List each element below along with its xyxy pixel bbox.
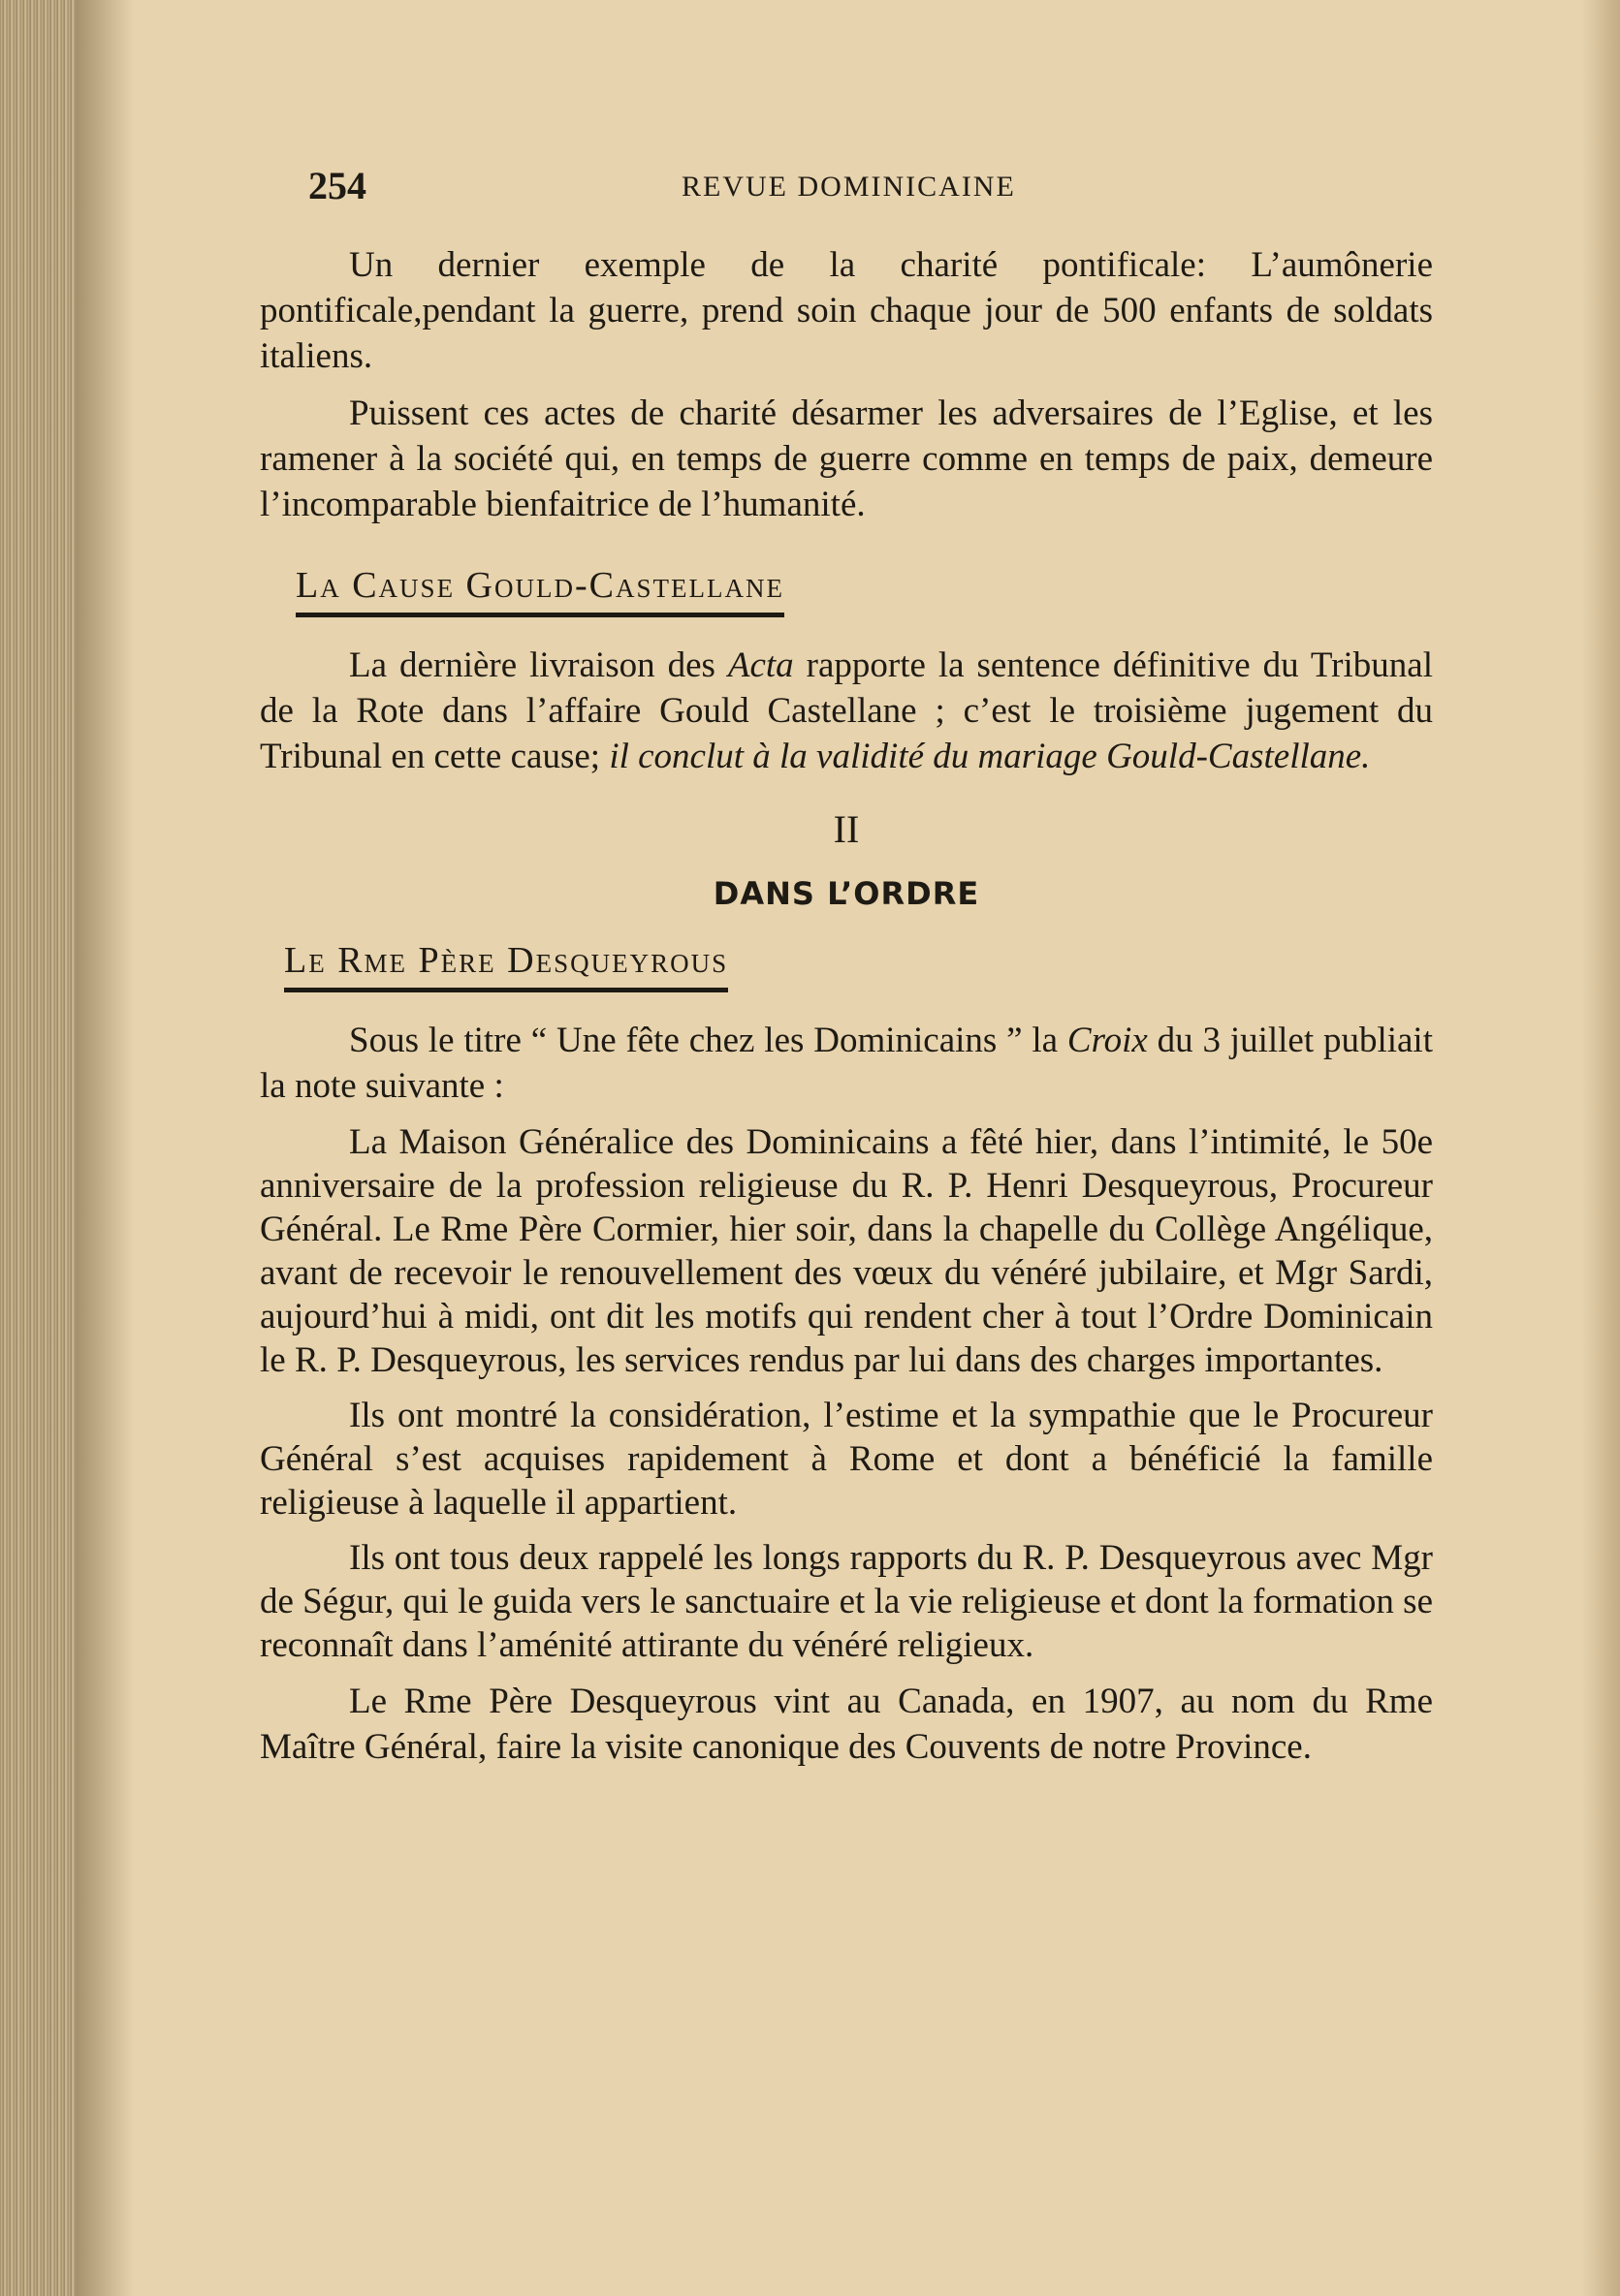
page-body	[260, 242, 1433, 1770]
quote-paragraph-3: Ils ont tous deux rappelé les longs rapports du R. P. Desqueyrous avec Mgr de Ségur, qui le guida vers le sanctuaire et la vie religieuse et dont la formation se reconnaît dans l’aménité attirante du vénéré religieux.	[260, 1538, 1433, 1665]
text-segment: du 3 juillet publiait la note suivante :	[260, 1021, 1433, 1106]
paragraph-papal-almonry: Un dernier exemple de la charité pontificale: L’aumônerie pontificale,pendant la guerre, prend soin chaque jour de 500 enfants de soldats italiens.	[260, 245, 1433, 376]
quote-paragraph-1: La Maison Généralice des Dominicains a fêté hier, dans l’intimité, le 50e anniversaire de la profession religieuse du R. P. Henri Desqueyrous, Procureur Général. Le Rme Père Cormier, hier soir, dans la chapelle du Collège Angélique, avant de recevoir le renouvellement des vœux du vénéré jubilaire, et Mgr Sardi, aujourd’hui à midi, ont dit les motifs qui rendent cher à tout l’Ordre Dominicain le R. P. Desqueyrous, les services rendus par lui dans des charges importantes.	[260, 1122, 1433, 1380]
paragraph-canada-visit: Le Rme Père Desqueyrous vint au Canada, en 1907, au nom du Rme Maître Général, faire la visite canonique des Couvents de notre Province.	[260, 1682, 1433, 1767]
running-head	[308, 163, 1452, 211]
section-heading-desqueyrous: Le Rme Père Desqueyrous	[284, 939, 728, 992]
text-segment: rapporte la sentence définitive du Tribunal de la Rote dans l’affaire Gould Castellane ; c’est le troisième jugement du Tribunal en cette cause;	[260, 645, 1433, 776]
text-segment: Sous le titre “ Une fête chez les Dominicains ” la	[349, 1021, 1067, 1060]
right-edge-shadow	[1581, 0, 1620, 2296]
paragraph-croix-intro	[260, 1018, 1433, 1109]
text-segment: La dernière livraison des	[349, 645, 728, 685]
page-number: 254	[308, 164, 366, 207]
book-page-edge	[0, 0, 76, 2296]
acta-title: Acta	[727, 645, 794, 685]
paragraph-charity-acts: Puissent ces actes de charité désarmer les adversaires de l’Eglise, et les ramener à la société qui, en temps de guerre comme en temps de paix, demeure l’incomparable bienfaitrice de l’humanité.	[260, 393, 1433, 524]
part-title: DANS L’ORDRE	[713, 875, 980, 912]
section-heading-gould-castellane: La Cause Gould-Castellane	[296, 564, 784, 617]
part-numeral: II	[833, 807, 860, 851]
paragraph-gould-castellane	[260, 643, 1433, 779]
quote-paragraph-2: Ils ont montré la considération, l’estime et la sympathie que le Procureur Général s’est acquises rapidement à Rome et dont a bénéficié la famille religieuse à laquelle il appartient.	[260, 1396, 1433, 1523]
gutter-shadow	[76, 0, 134, 2296]
journal-title: REVUE DOMINICAINE	[682, 171, 1016, 203]
croix-title: Croix	[1066, 1021, 1148, 1060]
verdict-text: il conclut à la validité du mariage Gould-Castellane.	[609, 737, 1371, 776]
